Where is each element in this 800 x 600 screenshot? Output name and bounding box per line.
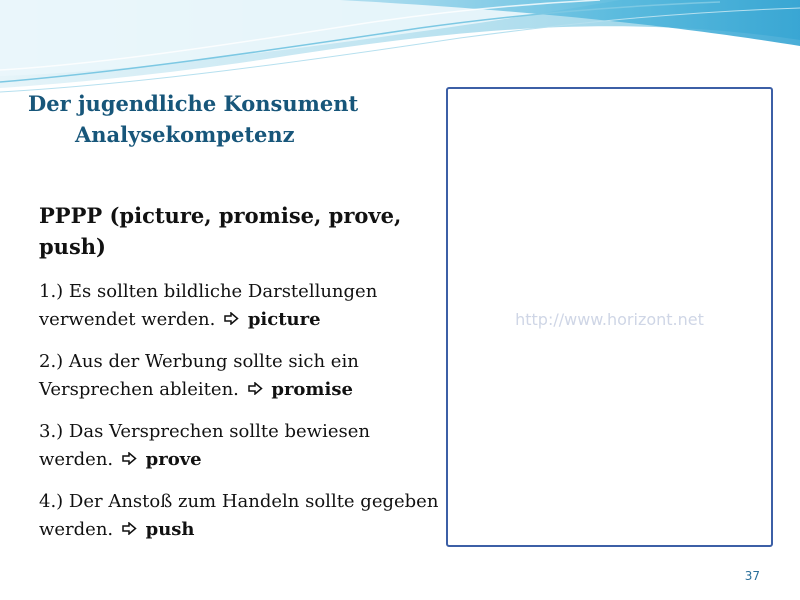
image-source-link[interactable]: http://www.horizont.net (515, 310, 704, 329)
outlined-right-arrow-icon (224, 312, 239, 325)
list-item-keyword: push (145, 519, 195, 540)
slide-title-line-2: Analysekompetenz (75, 122, 295, 147)
list-item (39, 348, 439, 404)
list-item-keyword: promise (271, 379, 353, 400)
pppp-heading: PPPP (picture, promise, prove, push) (39, 203, 402, 259)
image-placeholder-frame (446, 87, 773, 547)
list-item (39, 488, 439, 544)
list-item (39, 418, 439, 474)
slide-title-line-1: Der jugendliche Konsument (28, 91, 359, 116)
slide-body (39, 200, 439, 558)
slide-title (28, 88, 358, 150)
list-item (39, 278, 439, 334)
list-item-text: 1.) Es sollten bildliche Darstellungen verwendet werden. (39, 281, 378, 330)
page-number: 37 (744, 569, 760, 583)
list-item-text: 4.) Der Anstoß zum Handeln sollte gegeben werden. (39, 491, 439, 540)
list-item-text: 3.) Das Versprechen sollte bewiesen werden. (39, 421, 370, 470)
outlined-right-arrow-icon (122, 452, 137, 465)
header-wave-decoration (0, 0, 800, 100)
list-item-keyword: picture (247, 309, 321, 330)
outlined-right-arrow-icon (122, 522, 137, 535)
outlined-right-arrow-icon (248, 382, 263, 395)
list-item-text: 2.) Aus der Werbung sollte sich ein Versprechen ableiten. (39, 351, 359, 400)
list-item-keyword: prove (145, 449, 202, 470)
